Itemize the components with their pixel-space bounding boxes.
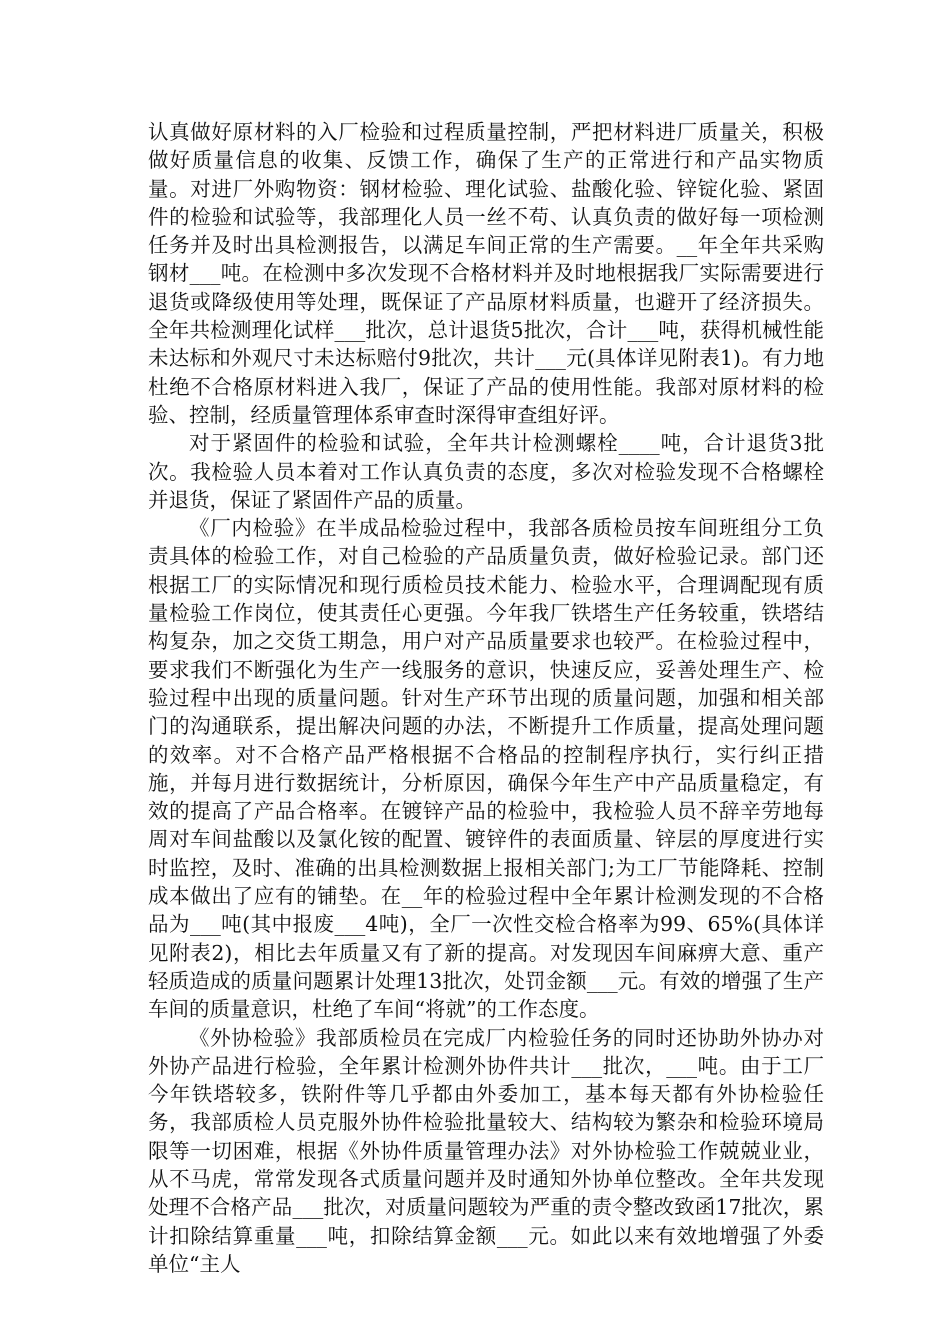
paragraph-in-plant-inspection: 《厂内检验》在半成品检验过程中，我部各质检员按车间班组分工负责具体的检验工作，对自己检验的产品质量负责，做好检验记录。部门还根据工厂的实际情况和现行质检员技术能力、检验水平，合理调配现有质量检验工作岗位，使其责任心更强。今年我厂铁塔生产任务较重，铁塔结构复杂，加之交货工期急，用户对产品质量要求也较严。在检验过程中，要求我们不断强化为生产一线服务的意识，快速反应，妥善处理生产、检验过程中出现的质量问题。针对生产环节出现的质量问题，加强和相关部门的沟通联系，提出解决问题的办法，不断提升工作质量，提高处理问题的效率。对不合格产品严格根据不合格品的控制程序执行，实行纠正措施，并每月进行数据统计，分析原因，确保今年生产中产品质量稳定，有效的提高了产品合格率。在镀锌产品的检验中，我检验人员不辞辛劳地每周对车间盐酸以及氯化铵的配置、镀锌件的表面质量、锌层的厚度进行实时监控，及时、准确的出具检测数据上报相关部门;为工厂节能降耗、控制成本做出了应有的铺垫。在__年的检验过程中全年累计检测发现的不合格品为___吨(其中报废___4吨)，全厂一次性交检合格率为99、65%(具体详见附表2)，相比去年质量又有了新的提高。对发现因车间麻痹大意、重产轻质造成的质量问题累计处理13批次，处罚金额___元。有效的增强了生产车间的质量意识，杜绝了车间“将就”的工作态度。 — [148, 516, 824, 1022]
paragraph-fastener-inspection: 对于紧固件的检验和试验，全年共计检测螺栓____吨，合计退货3批次。我检验人员本着对工作认真负责的态度，多次对检验发现不合格螺栓并退货，保证了紧固件产品的质量。 — [148, 431, 824, 512]
paragraph-outsourced-inspection: 《外协检验》我部质检员在完成厂内检验任务的同时还协助外协办对外协产品进行检验，全年累计检测外协件共计___批次，___吨。由于工厂今年铁塔较多，铁附件等几乎都由外委加工，基本每天都有外协检验任务，我部质检人员克服外协件检验批量较大、结构较为繁杂和检验环境局限等一切困难，根据《外协件质量管理办法》对外协检验工作兢兢业业，从不马虎，常常发现各式质量问题并及时通知外协单位整改。全年共发现处理不合格产品___批次，对质量问题较为严重的责令整改致函17批次，累计扣除结算重量___吨，扣除结算金额___元。如此以来有效地增强了外委单位“主人 — [148, 1025, 824, 1276]
paragraph-raw-material-inspection: 认真做好原材料的入厂检验和过程质量控制，严把材料进厂质量关，积极做好质量信息的收集、反馈工作，确保了生产的正常进行和产品实物质量。对进厂外购物资：钢材检验、理化试验、盐酸化验、锌锭化验、紧固件的检验和试验等，我部理化人员一丝不苟、认真负责的做好每一项检测任务并及时出具检测报告，以满足车间正常的生产需要。__年全年共采购钢材___吨。在检测中多次发现不合格材料并及时地根据我厂实际需要进行退货或降级使用等处理，既保证了产品原材料质量，也避开了经济损失。全年共检测理化试样___批次，总计退货5批次，合计___吨，获得机械性能未达标和外观尺寸未达标赔付9批次，共计___元(具体详见附表1)。有力地杜绝不合格原材料进入我厂，保证了产品的使用性能。我部对原材料的检验、控制，经质量管理体系审查时深得审查组好评。 — [148, 120, 824, 427]
document-page — [148, 118, 824, 1278]
